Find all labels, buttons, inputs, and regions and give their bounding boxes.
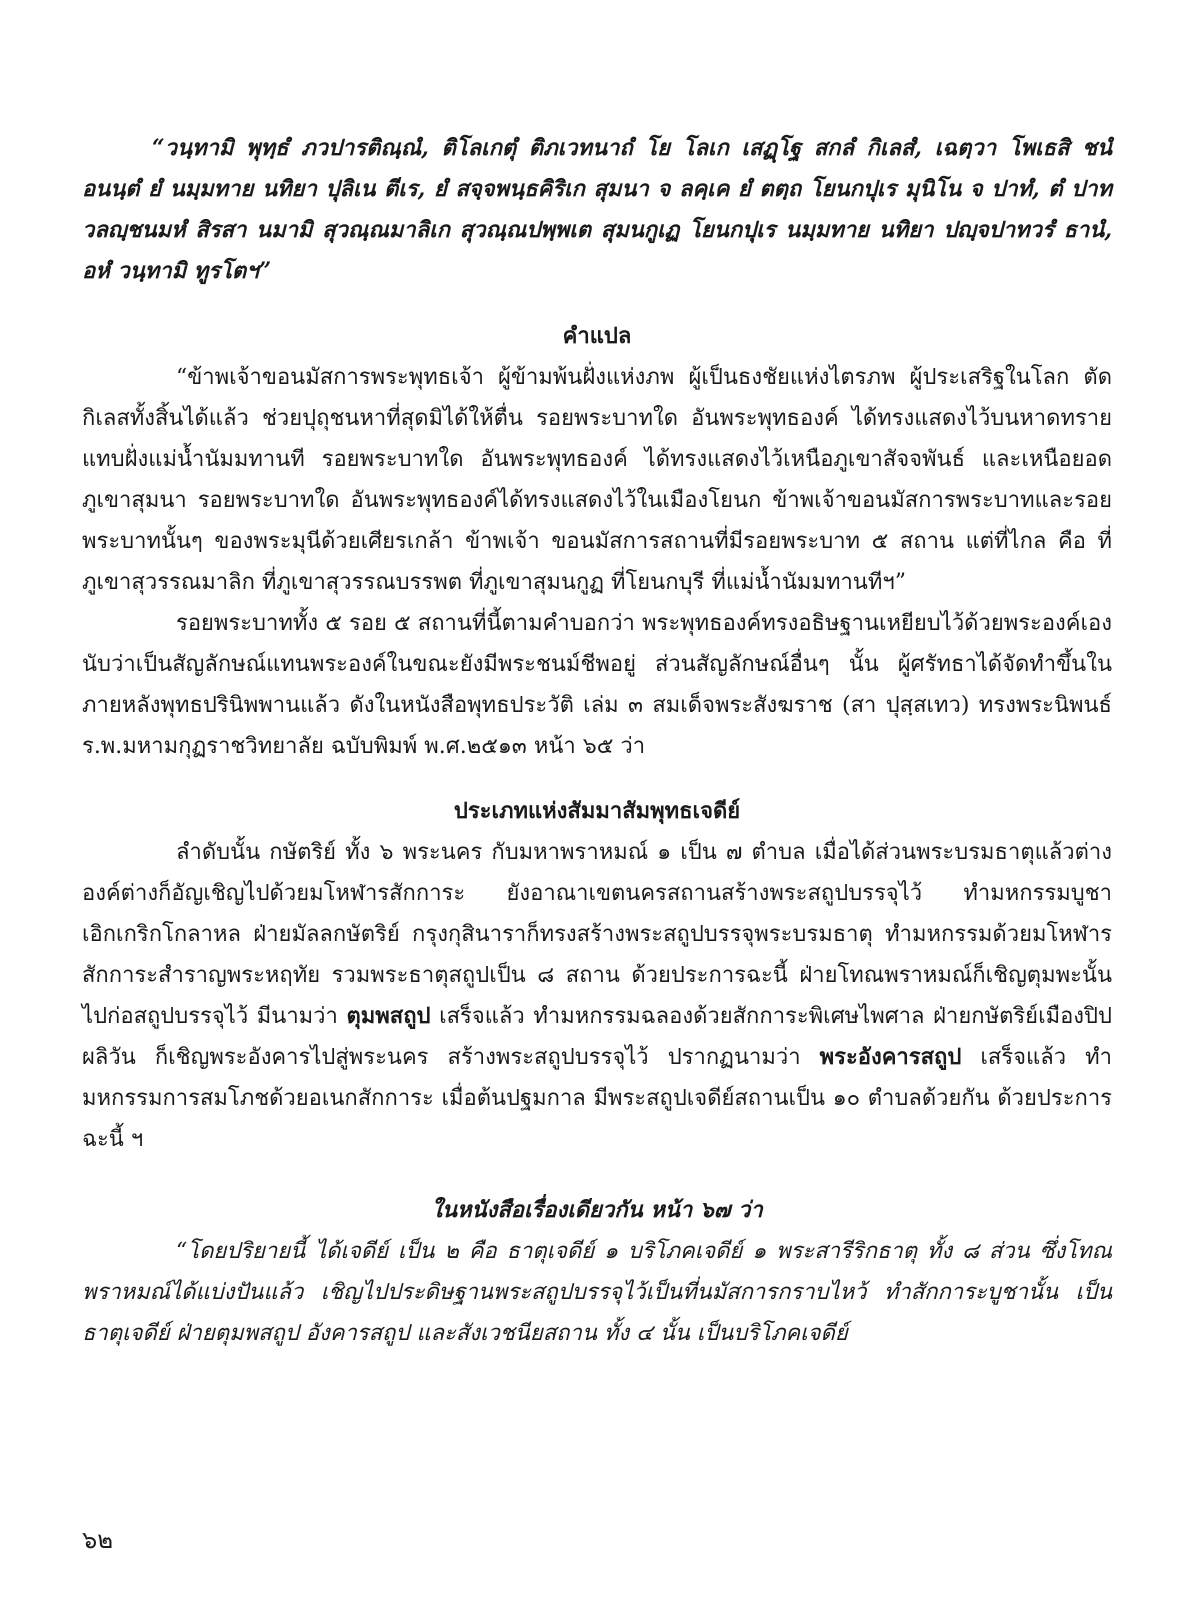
translation-heading: คำแปล bbox=[562, 323, 632, 349]
stupa-text-a: ลำดับนั้น กษัตริย์ ทั้ง ๖ พระนคร กับมหาพราหมณ์ ๑ เป็น ๗ ตำบล เมื่อได้ส่วนพระบรมธาตุแล้วต่างองค์ต่างก็อัญเชิญไปด้วยมโหฬารสักการะ ยังอาณาเขตนครสถานสร้างพระสถูปบรรจุไว้ ทำมหกรรมบูชาเอิกเกริกโกลาหล ฝ่ายมัลลกษัตริย์ กรุงกุสินาราก็ทรงสร้างพระสถูปบรรจุพระบรมธาตุ ทำมหกรรมด้วยมโหฬารสักการะสำราญพระหฤทัย รวมพระธาตุสถูปเป็น ๘ สถาน ด้วยประการฉะนี้ ฝ่ายโทณพราหมณ์ก็เชิญตุมพะนั้นไปก่อสถูปบรรจุไว้ มีนามว่า bbox=[82, 840, 1112, 1029]
angkhan-stupa-term: พระอังคารสถูป bbox=[819, 1044, 962, 1070]
stupa-text-c: เสร็จแล้ว ทำมหกรรมการสมโภชด้วยอเนกสักการะ เมื่อต้นปฐมกาล มีพระสถูปเจดีย์สถานเป็น ๑๐ ตำบลด้วยกัน ด้วยประการฉะนี้ ฯ bbox=[82, 1045, 1112, 1152]
same-book-quote: “โดยปริยายนี้ ได้เจดีย์ เป็น ๒ คือ ธาตุเจดีย์ ๑ บริโภคเจดีย์ ๑ พระสารีริกธาตุ ทั้ง ๘ ส่วน ซึ่งโทณพราหมณ์ได้แบ่งปันแล้ว เชิญไปประดิษฐานพระสถูปบรรจุไว้เป็นที่นมัสการกราบไหว้ ทำสักการะบูชานั้น เป็นธาตุเจดีย์ ฝ่ายตุมพสถูป อังคารสถูป และสังเวชนียสถาน ทั้ง ๔ นั้น เป็นบริโภคเจดีย์ bbox=[82, 1239, 1112, 1346]
page-number: ๖๒ bbox=[82, 1526, 114, 1554]
document-page bbox=[82, 128, 1112, 1354]
spacer bbox=[82, 1160, 1112, 1190]
pali-verse: “วนฺทามิ พุทฺธํ ภวปารติณฺณํ, ติโลเกตุํ ติภเวทนาถํ โย โลเก เสฏฺโฐ สกลํ กิเลสํ, เฉตฺวา โพเธสิ ชนํ อนนฺตํ ยํ นมฺมทาย นทิยา ปุลิเน ตีเร, ยํ สจฺจพนฺธคิริเก สุมนา จ ลคฺเค ยํ ตตฺถ โยนกปุเร มุนิโน จ ปาทํ, ตํ ปาทวลญฺชนมหํ สิรสา นมามิ สุวณฺณมาลิเก สุวณฺณปพฺพเต สุมนกูเฏ โยนกปุเร นมฺมทาย นทิยา ปญฺจปาทวรํ ธานํ, อหํ วนฺทามิ ทูรโตฯ” bbox=[82, 135, 1112, 284]
translation-paragraph: “ข้าพเจ้าขอนมัสการพระพุทธเจ้า ผู้ข้ามพ้นฝั่งแห่งภพ ผู้เป็นธงชัยแห่งไตรภพ ผู้ประเสริฐในโลก ตัดกิเลสทั้งสิ้นได้แล้ว ช่วยปุถุชนหาที่สุดมิได้ให้ตื่น รอยพระบาทใด อันพระพุทธองค์ ได้ทรงแสดงไว้บนหาดทรายแทบฝั่งแม่น้ำนัมมทานที รอยพระบาทใด อันพระพุทธองค์ ได้ทรงแสดงไว้เหนือภูเขาสัจจพันธ์ และเหนือยอดภูเขาสุมนา รอยพระบาทใด อันพระพุทธองค์ได้ทรงแสดงไว้ในเมืองโยนก ข้าพเจ้าขอนมัสการพระบาทและรอยพระบาทนั้นๆ ของพระมุนีด้วยเศียรเกล้า ข้าพเจ้า ขอนมัสการสถานที่มีรอยพระบาท ๕ สถาน แต่ที่ไกล คือ ที่ภูเขาสุวรรณมาลิก ที่ภูเขาสุวรรณบรรพต ที่ภูเขาสุมนกูฏ ที่โยนกบุรี ที่แม่น้ำนัมมทานทีฯ” bbox=[82, 365, 1112, 595]
stupa-text-b: เสร็จแล้ว ทำมหกรรมฉลองด้วยสักการะพิเศษไพศาล ฝ่ายกษัตริย์เมืองปิปผลิวัน ก็เชิญพระอังคารไปสู่พระนคร สร้างพระสถูปบรรจุไว้ ปรากฏนามว่า bbox=[82, 1004, 1112, 1070]
stupa-types-heading: ประเภทแห่งสัมมาสัมพุทธเจดีย์ bbox=[453, 798, 741, 824]
same-book-heading: ในหนังสือเรื่องเดียวกัน หน้า ๖๗ ว่า bbox=[431, 1197, 763, 1223]
footprints-paragraph: รอยพระบาททั้ง ๕ รอย ๕ สถานที่นี้ตามคำบอกว่า พระพุทธองค์ทรงอธิษฐานเหยียบไว้ด้วยพระองค์เอง นับว่าเป็นสัญลักษณ์แทนพระองค์ในขณะยังมีพระชนม์ชีพอยู่ ส่วนสัญลักษณ์อื่นๆ นั้น ผู้ศรัทธาได้จัดทำขึ้นในภายหลังพุทธปรินิพพานแล้ว ดังในหนังสือพุทธประวัติ เล่ม ๓ สมเด็จพระสังฆราช (สา ปุสฺสเทว) ทรงพระนิพนธ์ ร.พ.มหามกุฏราชวิทยาลัย ฉบับพิมพ์ พ.ศ.๒๕๑๓ หน้า ๖๕ ว่า bbox=[82, 611, 1112, 759]
tumba-stupa-term: ตุมพสถูป bbox=[346, 1003, 431, 1029]
spacer bbox=[82, 767, 1112, 791]
spacer bbox=[82, 292, 1112, 316]
stupa-paragraph bbox=[82, 832, 1112, 1160]
